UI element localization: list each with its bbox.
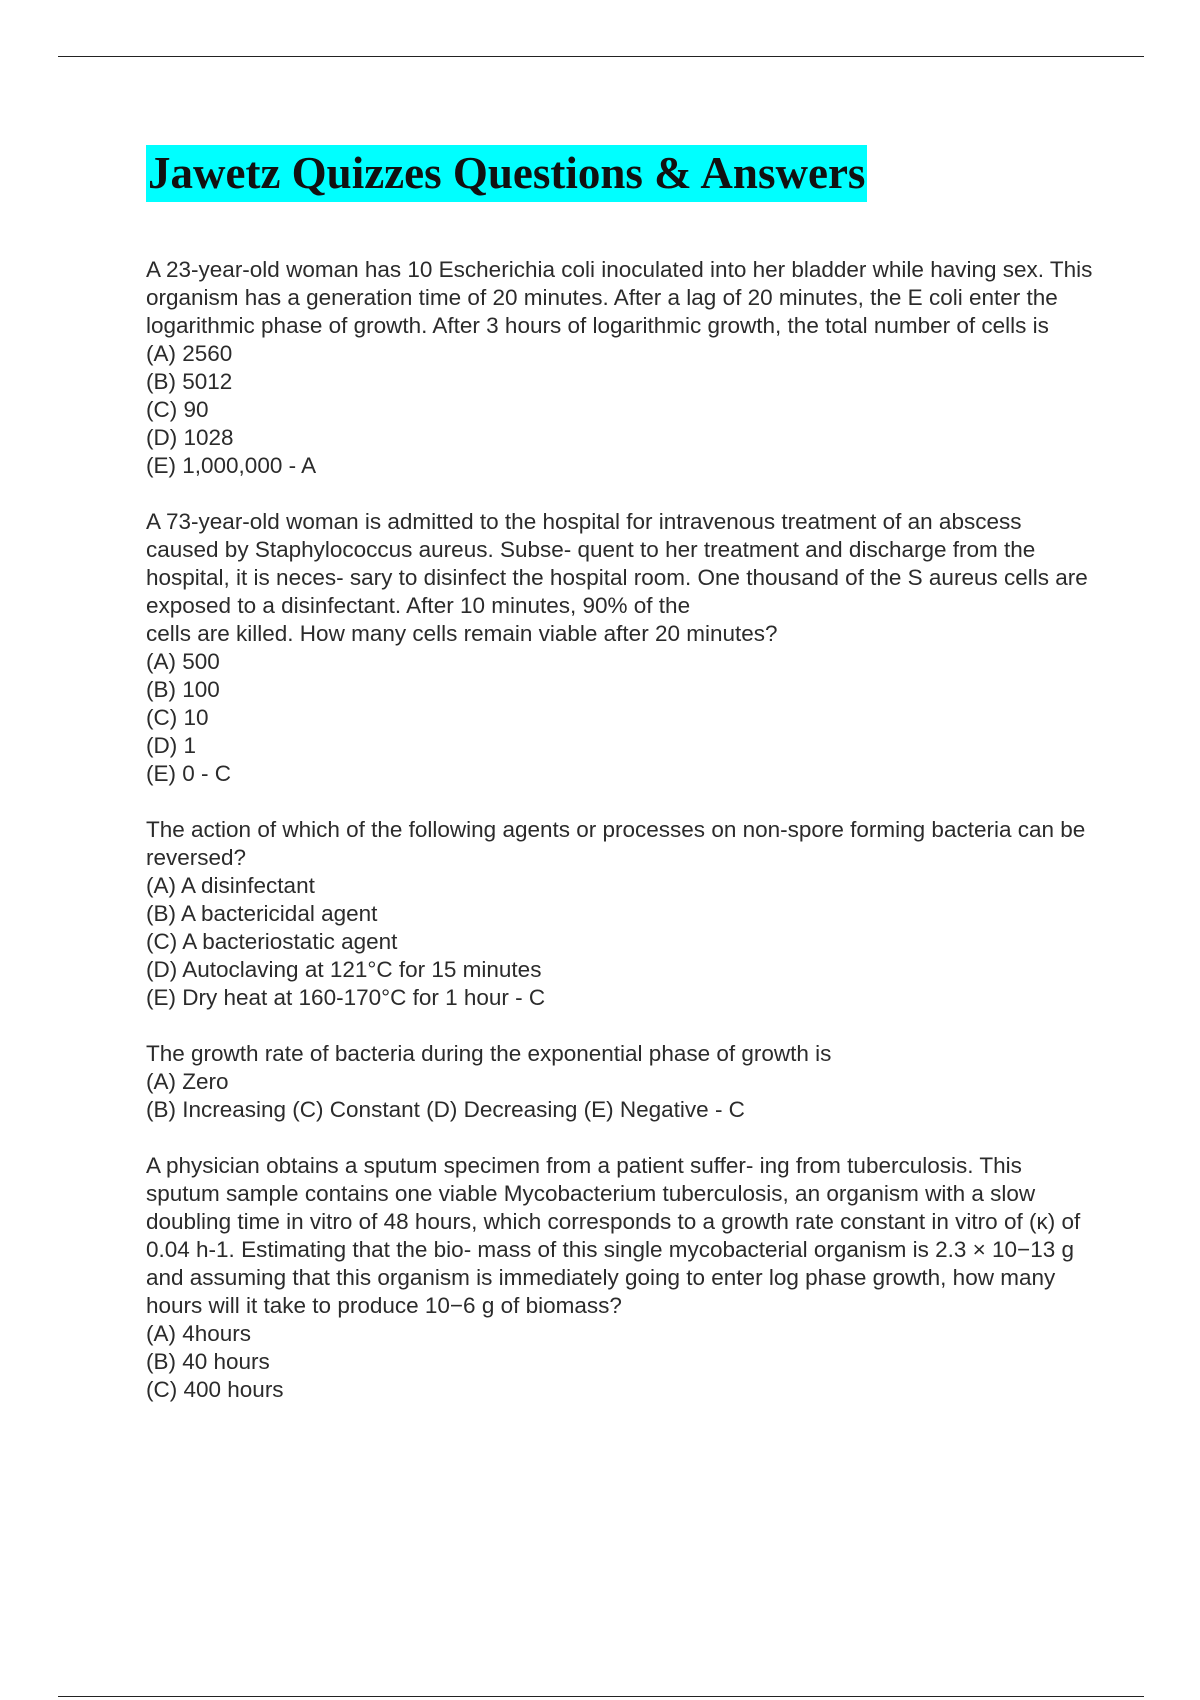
option-a: (A) A disinfectant [146, 873, 315, 898]
option-a: (A) 2560 [146, 341, 233, 366]
option-e-answer: (E) 0 - C [146, 761, 232, 786]
option-b: (B) 100 [146, 677, 220, 702]
option-d: (D) Autoclaving at 121°C for 15 minutes [146, 957, 542, 982]
option-a: (A) Zero [146, 1069, 229, 1094]
question-4 [146, 1040, 1096, 1124]
question-1 [146, 256, 1096, 480]
question-stem: The growth rate of bacteria during the exponential phase of growth is [146, 1041, 832, 1066]
option-c: (C) 10 [146, 705, 209, 730]
bottom-rule [58, 1696, 1144, 1697]
option-c: (C) 400 hours [146, 1377, 284, 1402]
question-stem: The action of which of the following agents or processes on non-spore forming bacteria can be reversed? [146, 817, 1086, 870]
question-2 [146, 508, 1096, 788]
option-a: (A) 500 [146, 649, 220, 674]
question-stem: A physician obtains a sputum specimen from a patient suffer- ing from tuberculosis. This sputum sample contains one viable Mycobacterium tuberculosis, an organism with a slow doubling time in vitro of 48 hours, which corresponds to a growth rate constant in vitro of (κ) of 0.04 h-1. Estimating that the bio- mass of this single mycobacterial organism is 2.3 × 10−13 g and assuming that this organism is immediately going to enter log phase growth, how many hours will it take to produce 10−6 g of biomass? [146, 1153, 1081, 1318]
question-stem: A 73-year-old woman is admitted to the hospital for intravenous treatment of an abscess caused by Staphylococcus aureus. Subse- quent to her treatment and discharge from the hospital, it is neces- sary to disinfect the hospital room. One thousand of the S aureus cells are exposed to a disinfectant. After 10 minutes, 90% of the [146, 509, 1088, 618]
option-c: (C) 90 [146, 397, 209, 422]
options-b-to-e-answer: (B) Increasing (C) Constant (D) Decreasing (E) Negative - C [146, 1097, 745, 1122]
option-d: (D) 1028 [146, 425, 234, 450]
question-5 [146, 1152, 1096, 1404]
option-b: (B) 40 hours [146, 1349, 270, 1374]
title-block [146, 145, 867, 202]
question-3 [146, 816, 1096, 1012]
option-a: (A) 4hours [146, 1321, 252, 1346]
top-rule [58, 56, 1144, 57]
option-d: (D) 1 [146, 733, 196, 758]
option-c: (C) A bacteriostatic agent [146, 929, 398, 954]
question-stem-continued: cells are killed. How many cells remain viable after 20 minutes? [146, 621, 778, 646]
questions-list [146, 256, 1096, 1432]
option-e-answer: (E) 1,000,000 - A [146, 453, 317, 478]
question-stem: A 23-year-old woman has 10 Escherichia coli inoculated into her bladder while having sex. This organism has a generation time of 20 minutes. After a lag of 20 minutes, the E coli enter the logarithmic phase of growth. After 3 hours of logarithmic growth, the total number of cells is [146, 257, 1093, 338]
document-title: Jawetz Quizzes Questions & Answers [146, 145, 867, 202]
option-b: (B) A bactericidal agent [146, 901, 378, 926]
option-e-answer: (E) Dry heat at 160-170°C for 1 hour - C [146, 985, 546, 1010]
option-b: (B) 5012 [146, 369, 233, 394]
